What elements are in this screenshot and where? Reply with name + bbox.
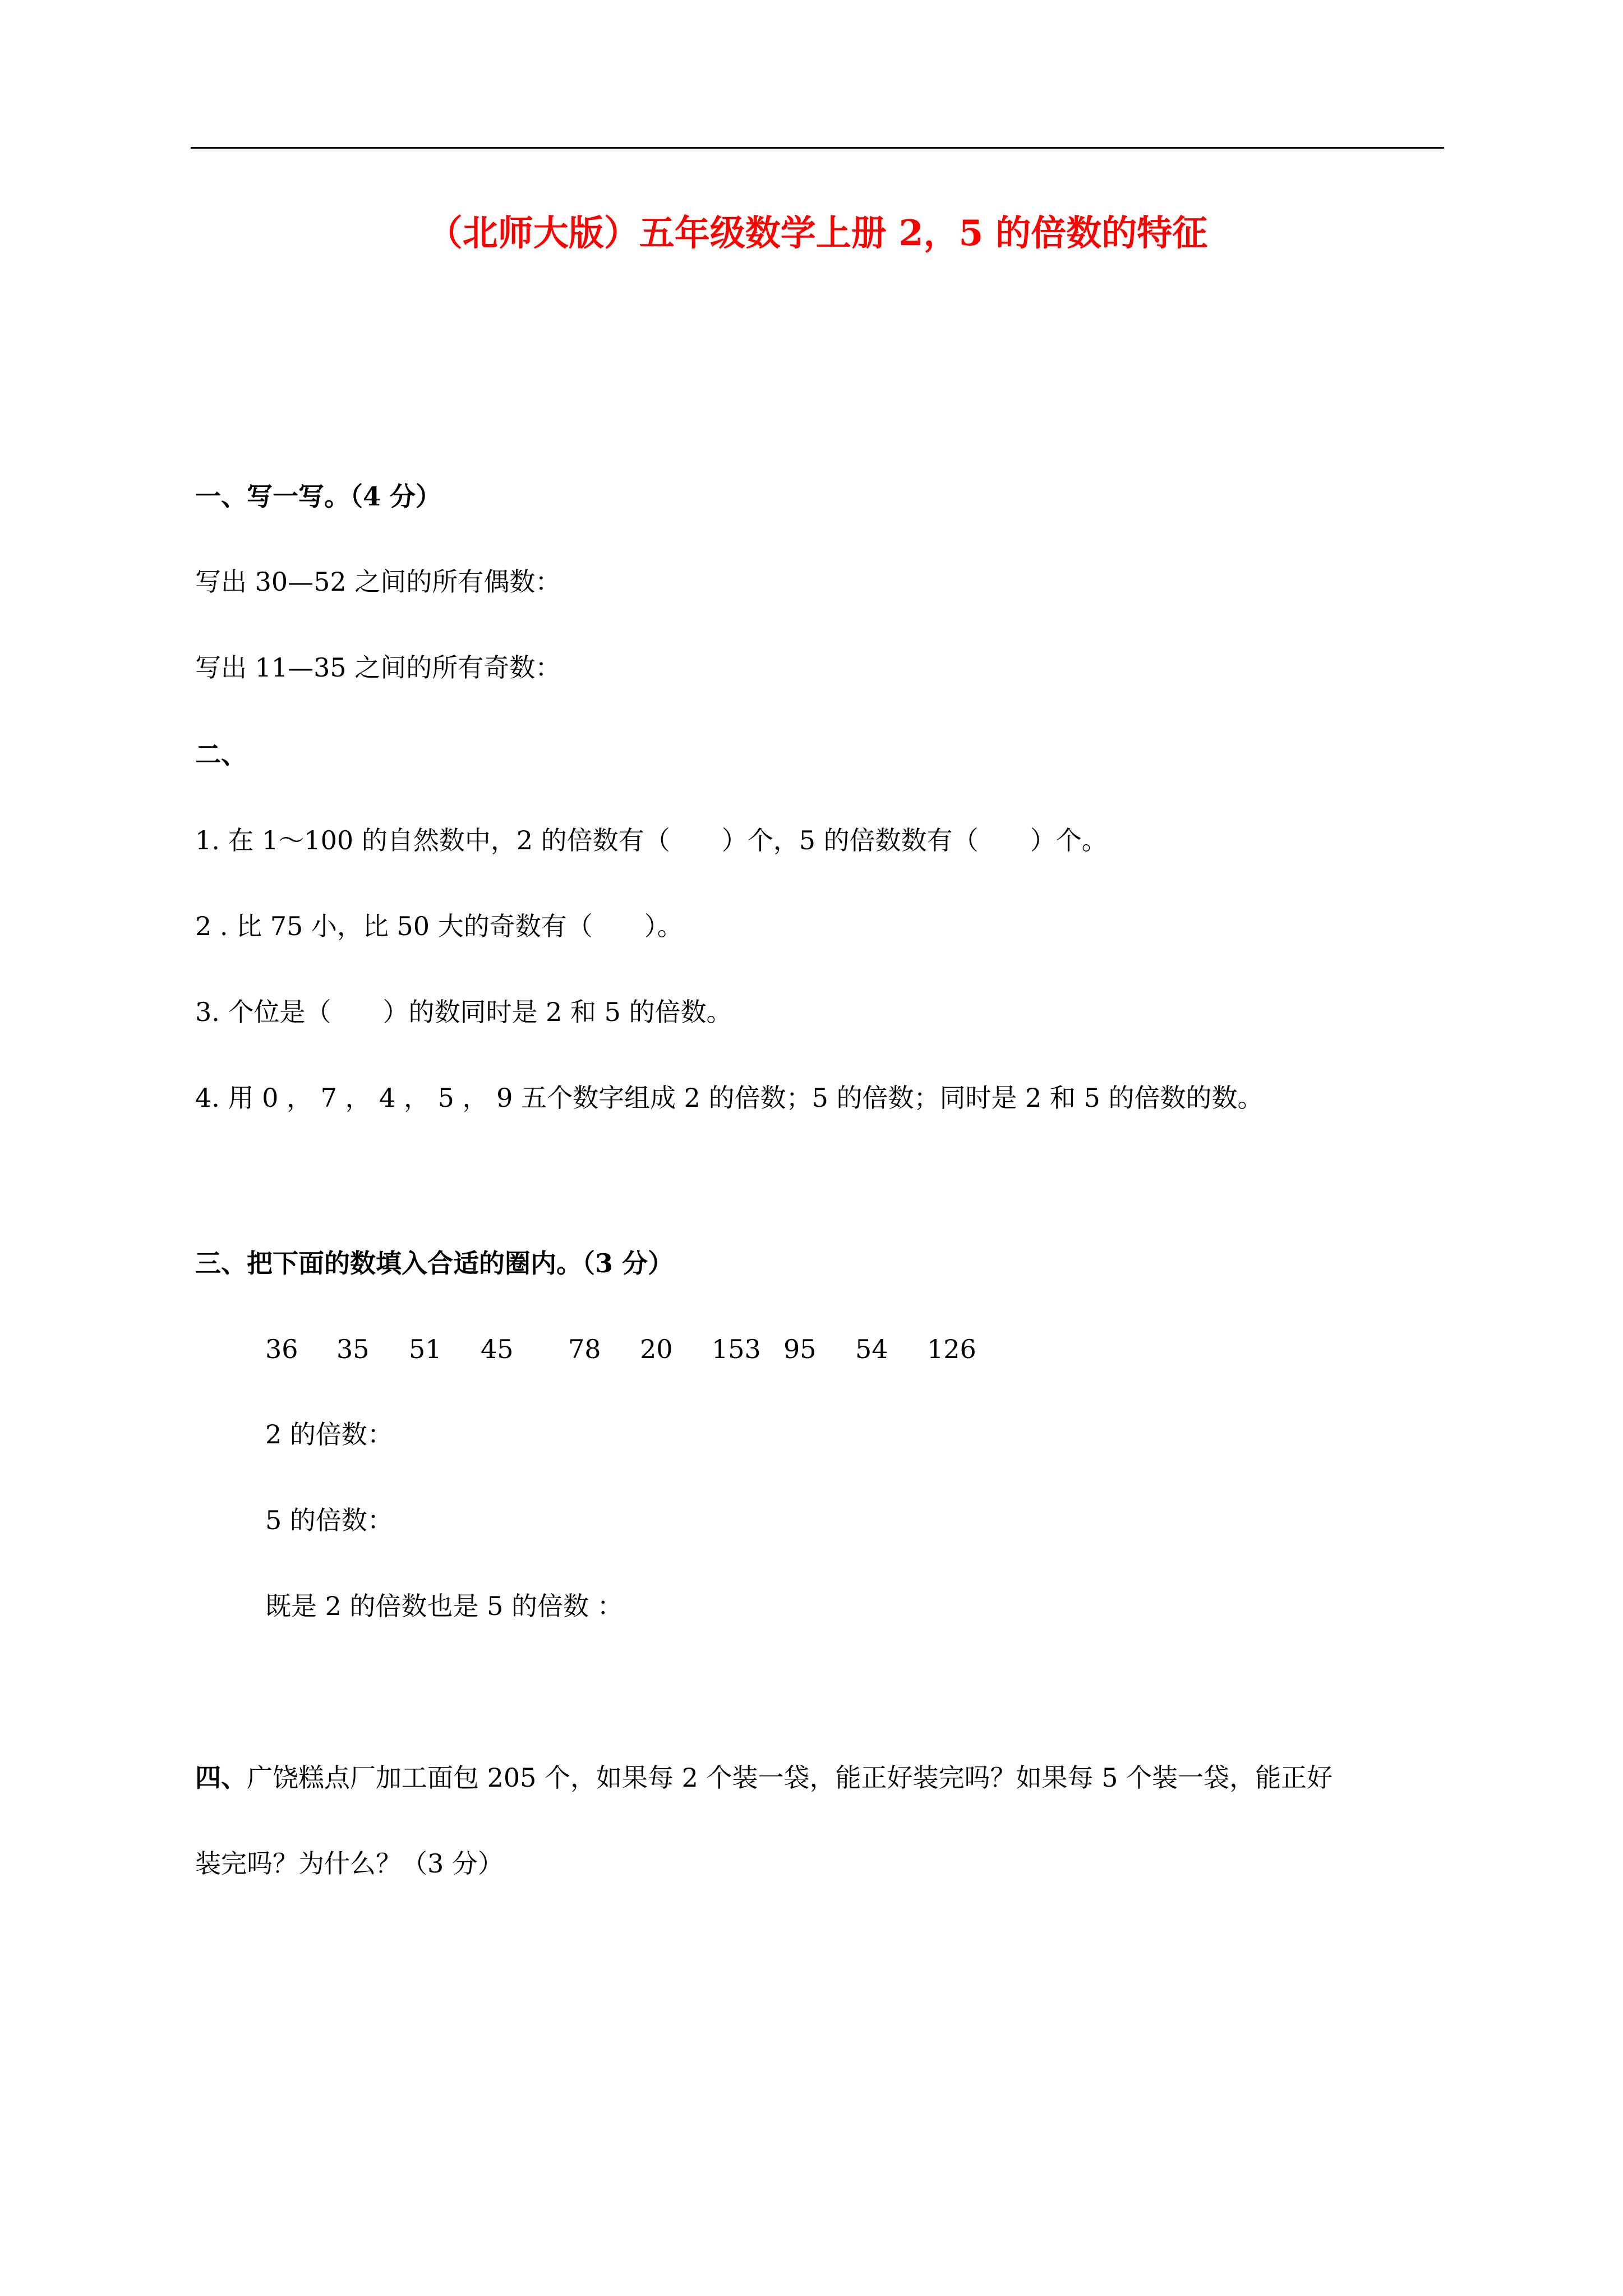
page-title: （北师大版）五年级数学上册 2，5 的倍数的特征 (427, 212, 1208, 254)
header-rule (191, 147, 1444, 149)
number-item: 36 (265, 1334, 298, 1364)
number-item: 78 (568, 1334, 601, 1364)
section-1-question-1: 写出 30—52 之间的所有偶数： (195, 567, 561, 597)
section-2-question-2: 2 . 比 75 小，比 50 大的奇数有（ ）。 (195, 911, 683, 941)
number-item: 95 (783, 1334, 817, 1364)
section-2-question-4: 4. 用 0 ， 7 ， 4 ， 5 ， 9 五个数字组成 2 的倍数；5 的倍数；同时是 2 和 5 的倍数的数。 (195, 1083, 1264, 1113)
number-item: 126 (927, 1334, 976, 1364)
section-4-text-1: 广饶糕点厂加工面包 205 个，如果每 2 个装一袋，能正好装完吗？如果每 5 个装一袋，能正好 (247, 1763, 1333, 1793)
section-2-question-3: 3. 个位是（ ）的数同时是 2 和 5 的倍数。 (195, 997, 732, 1027)
number-item: 153 (712, 1334, 761, 1364)
number-item: 51 (409, 1334, 442, 1364)
section-4-line-1 (195, 1763, 1332, 1793)
section-1-question-2: 写出 11—35 之间的所有奇数： (195, 652, 561, 683)
multiples-of-5-label: 5 的倍数： (265, 1505, 393, 1535)
number-item: 20 (640, 1334, 673, 1364)
section-2-heading: 二、 (195, 739, 247, 770)
number-item: 54 (855, 1334, 888, 1364)
section-1-heading: 一、写一写。（4 分） (195, 481, 442, 512)
section-3-heading: 三、把下面的数填入合适的圈内。（3 分） (195, 1248, 674, 1278)
section-4-heading: 四、 (195, 1763, 247, 1793)
number-item: 45 (481, 1334, 514, 1364)
multiples-of-2-label: 2 的倍数： (265, 1419, 393, 1450)
section-2-question-1: 1. 在 1～100 的自然数中，2 的倍数有（ ）个，5 的倍数数有（ ）个。 (195, 825, 1108, 855)
number-item: 35 (336, 1334, 370, 1364)
section-4-line-2: 装完吗？为什么？（3 分） (195, 1848, 504, 1879)
multiples-of-both-label: 既是 2 的倍数也是 5 的倍数 ： (265, 1591, 623, 1621)
